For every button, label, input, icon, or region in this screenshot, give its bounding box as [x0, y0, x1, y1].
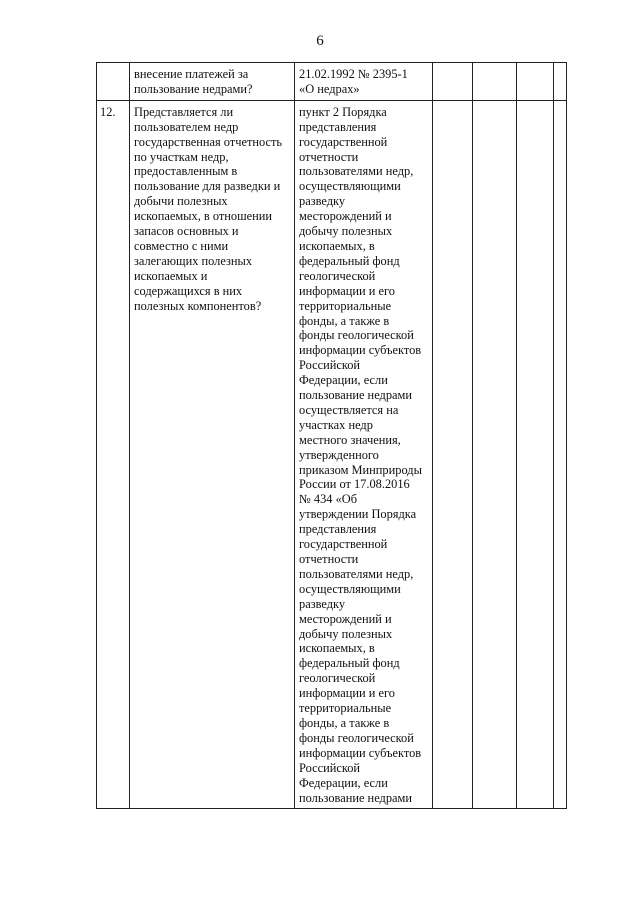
text-line: добычу полезных [299, 626, 393, 641]
text-line: Российской [299, 358, 361, 373]
question-cell [130, 100, 295, 809]
text-line: информации субъектов [299, 343, 422, 358]
text-line: государственная отчетность [134, 134, 283, 149]
text-line: содержащихся в них [134, 283, 243, 298]
text-line: пользователями недр, [299, 566, 414, 581]
text-line: совместно с ними [134, 238, 229, 253]
text-line: территориальные [299, 701, 392, 716]
requirements-table [96, 62, 567, 809]
row-number-cell [97, 63, 130, 101]
text-line: государственной [299, 134, 388, 149]
page-number: 6 [316, 33, 324, 49]
notes-cell [554, 63, 567, 101]
text-line: ископаемых и [134, 268, 208, 283]
text-line: фонды геологической [299, 328, 414, 343]
text-line: пользователем недр [134, 119, 239, 134]
text-line: пользование недрами [299, 790, 412, 805]
text-line: территориальные [299, 298, 392, 313]
text-line: «О недрах» [299, 81, 360, 96]
text-line: осуществляется на [299, 402, 399, 417]
text-line: залегающих полезных [134, 253, 253, 268]
row-number-cell: 12. [97, 100, 130, 809]
text-line: информации и его [299, 686, 395, 701]
text-line: участках недр [299, 417, 373, 432]
question-cell [130, 63, 295, 101]
text-line: ископаемых, в [299, 641, 375, 656]
text-line: 21.02.1992 № 2395-1 [299, 67, 408, 81]
text-line: Представляется ли [134, 104, 234, 119]
text-line: государственной [299, 537, 388, 552]
text-line: по участкам недр, [134, 149, 229, 164]
table-row [97, 63, 567, 101]
text-line: утверждении Порядка [299, 507, 417, 522]
text-line: федеральный фонд [299, 253, 400, 268]
text-line: фонды геологической [299, 730, 414, 745]
text-line: информации субъектов [299, 745, 422, 760]
text-line: пользование для разведки и [134, 179, 281, 194]
text-line: отчетности [299, 552, 359, 566]
text-line: добычу полезных [299, 224, 393, 239]
notes-cell [554, 100, 567, 809]
text-line: осуществляющими [299, 179, 401, 194]
text-line: внесение платежей за [134, 67, 249, 81]
text-line: № 434 «Об [299, 492, 358, 507]
answer-no-cell [473, 100, 517, 809]
answer-yes-cell [433, 63, 473, 101]
text-line: пользователями недр, [299, 164, 414, 179]
text-line: Российской [299, 760, 361, 775]
answer-na-cell [517, 100, 554, 809]
text-line: ископаемых, в отношении [134, 209, 273, 224]
text-line: Федерации, если [299, 775, 388, 790]
text-line: федеральный фонд [299, 656, 400, 671]
text-line: добычи полезных [134, 194, 228, 209]
text-line: пользование недрами? [134, 81, 253, 96]
text-line: запасов основных и [134, 224, 239, 239]
text-line: России от 17.08.2016 [299, 477, 410, 492]
answer-yes-cell [433, 100, 473, 809]
text-line: ископаемых, в [299, 238, 375, 253]
text-line: геологической [299, 268, 376, 283]
text-line: информации и его [299, 283, 395, 298]
text-line: фонды, а также в [299, 715, 390, 730]
text-line: полезных компонентов? [134, 298, 262, 313]
text-line: местного значения, [299, 432, 401, 447]
text-line: осуществляющими [299, 581, 401, 596]
text-line: месторождений и [299, 611, 392, 626]
answer-no-cell [473, 63, 517, 101]
reference-cell [295, 100, 433, 809]
text-line: геологической [299, 671, 376, 686]
text-line: пользование недрами [299, 388, 412, 403]
text-line: Федерации, если [299, 373, 388, 388]
text-line: отчетности [299, 149, 359, 164]
text-line: разведку [299, 596, 346, 611]
text-line: представления [299, 119, 377, 134]
text-line: утвержденного [299, 447, 379, 462]
reference-cell [295, 63, 433, 101]
text-line: разведку [299, 194, 346, 209]
answer-na-cell [517, 63, 554, 101]
text-line: предоставленным в [134, 164, 238, 179]
text-line: представления [299, 522, 377, 537]
text-line: месторождений и [299, 209, 392, 224]
text-line: пункт 2 Порядка [299, 104, 387, 119]
table-row [97, 100, 567, 809]
text-line: приказом Минприроды [299, 462, 422, 477]
text-line: фонды, а также в [299, 313, 390, 328]
